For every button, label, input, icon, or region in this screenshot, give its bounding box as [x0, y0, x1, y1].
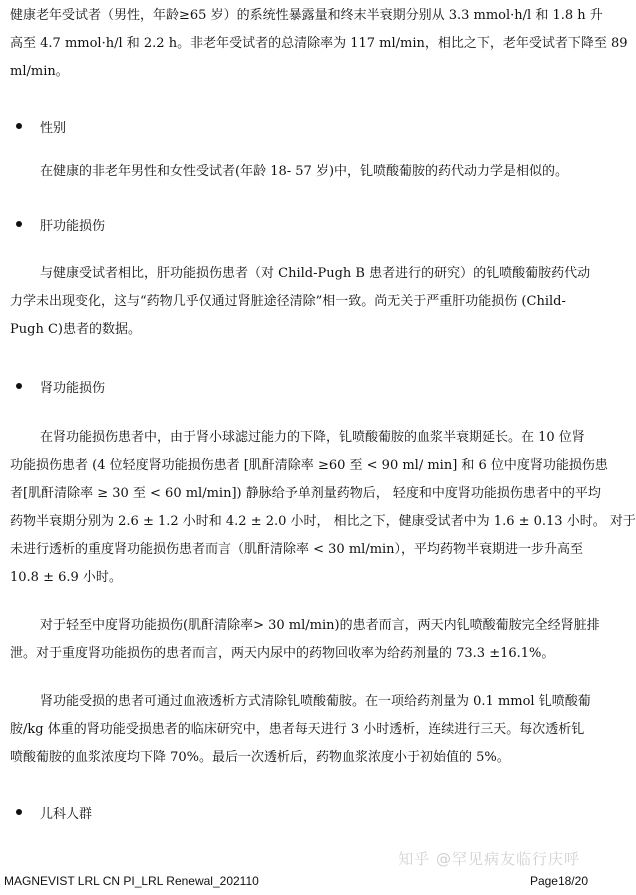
- text-line: 功能损伤患者 (4 位轻度肾功能损伤患者 [肌酐清除率 ≥60 至 < 90 ml/ min] 和 6 位中度肾功能损伤患: [10, 458, 608, 473]
- text-line: 喷酸葡胺的血浆浓度均下降 70%。最后一次透析后，药物血浆浓度小于初始值的 5%。: [10, 750, 510, 765]
- text-line: 在肾功能损伤患者中，由于肾小球滤过能力的下降，钆喷酸葡胺的血浆半衰期延长。在 10 位肾: [40, 430, 585, 445]
- paragraph-renal-3: [10, 688, 591, 772]
- footer-document-id: MAGNEVIST LRL CN PI_LRL Renewal_202110: [4, 874, 259, 888]
- footer-page-number: Page18/20: [529, 874, 588, 888]
- text-line: 高至 4.7 mmol·h/l 和 2.2 h。非老年受试者的总清除率为 117 ml/min，相比之下，老年受试者下降至 89: [10, 36, 628, 51]
- text-line: 力学未出现变化，这与“药物几乎仅通过肾脏途径清除”相一致。尚无关于严重肝功能损伤 (Child-: [10, 294, 566, 309]
- text-line: ml/min。: [10, 64, 69, 79]
- bullet-pediatric: [16, 800, 92, 824]
- watermark: 知乎 @罕见病友临行庆呼: [398, 850, 580, 868]
- text-line: 胺/kg 体重的肾功能受损患者的临床研究中，患者每天进行 3 小时透析，连续进行三天。每次透析钆: [10, 722, 585, 737]
- bullet-gender: [16, 114, 66, 138]
- bullet-heading: 儿科人群: [40, 806, 93, 822]
- text-line: 泄。对于重度肾功能损伤的患者而言，两天内尿中的药物回收率为给药剂量的 73.3 ±16.1%。: [10, 646, 555, 661]
- bullet-heading: 肝功能损伤: [40, 218, 106, 234]
- paragraph-gender: [10, 158, 570, 186]
- bullet-hepatic: [16, 212, 105, 236]
- paragraph-renal-1: [10, 424, 636, 592]
- bullet-icon: [16, 221, 22, 227]
- paragraph-hepatic: [10, 260, 591, 344]
- text-line: 者[肌酐清除率 ≥ 30 至 < 60 ml/min]) 静脉给予单剂量药物后， 轻度和中度肾功能损伤患者中的平均: [10, 486, 601, 501]
- paragraph-renal-2: [10, 612, 600, 668]
- text-line: Pugh C)患者的数据。: [10, 322, 141, 337]
- bullet-renal: [16, 374, 105, 398]
- bullet-heading: 性别: [40, 120, 67, 136]
- paragraph-elderly: [10, 2, 628, 86]
- bullet-icon: [16, 383, 22, 389]
- text-line: 10.8 ± 6.9 小时。: [10, 570, 122, 585]
- text-line: 药物半衰期分别为 2.6 ± 1.2 小时和 4.2 ± 2.0 小时， 相比之下，健康受试者中为 1.6 ± 0.13 小时。 对于: [10, 514, 636, 529]
- bullet-heading: 肾功能损伤: [40, 380, 106, 396]
- bullet-icon: [16, 123, 22, 129]
- text-line: 对于轻至中度肾功能损伤(肌酐清除率> 30 ml/min)的患者而言，两天内钆喷酸葡胺完全经肾脏排: [40, 618, 600, 633]
- bullet-icon: [16, 809, 22, 815]
- text-line: 与健康受试者相比，肝功能损伤患者（对 Child-Pugh B 患者进行的研究）的钆喷酸葡胺药代动: [40, 266, 591, 281]
- text-line: 健康老年受试者（男性，年龄≥65 岁）的系统性暴露量和终末半衰期分别从 3.3 mmol·h/l 和 1.8 h 升: [10, 8, 603, 23]
- text-line: 肾功能受损的患者可通过血液透析方式清除钆喷酸葡胺。在一项给药剂量为 0.1 mmol 钆喷酸葡: [40, 694, 591, 709]
- text-line: 在健康的非老年男性和女性受试者(年龄 18- 57 岁)中，钆喷酸葡胺的药代动力学是相似的。: [40, 164, 569, 179]
- text-line: 未进行透析的重度肾功能损伤患者而言（肌酐清除率 < 30 ml/min），平均药物半衰期进一步升高至: [10, 542, 584, 557]
